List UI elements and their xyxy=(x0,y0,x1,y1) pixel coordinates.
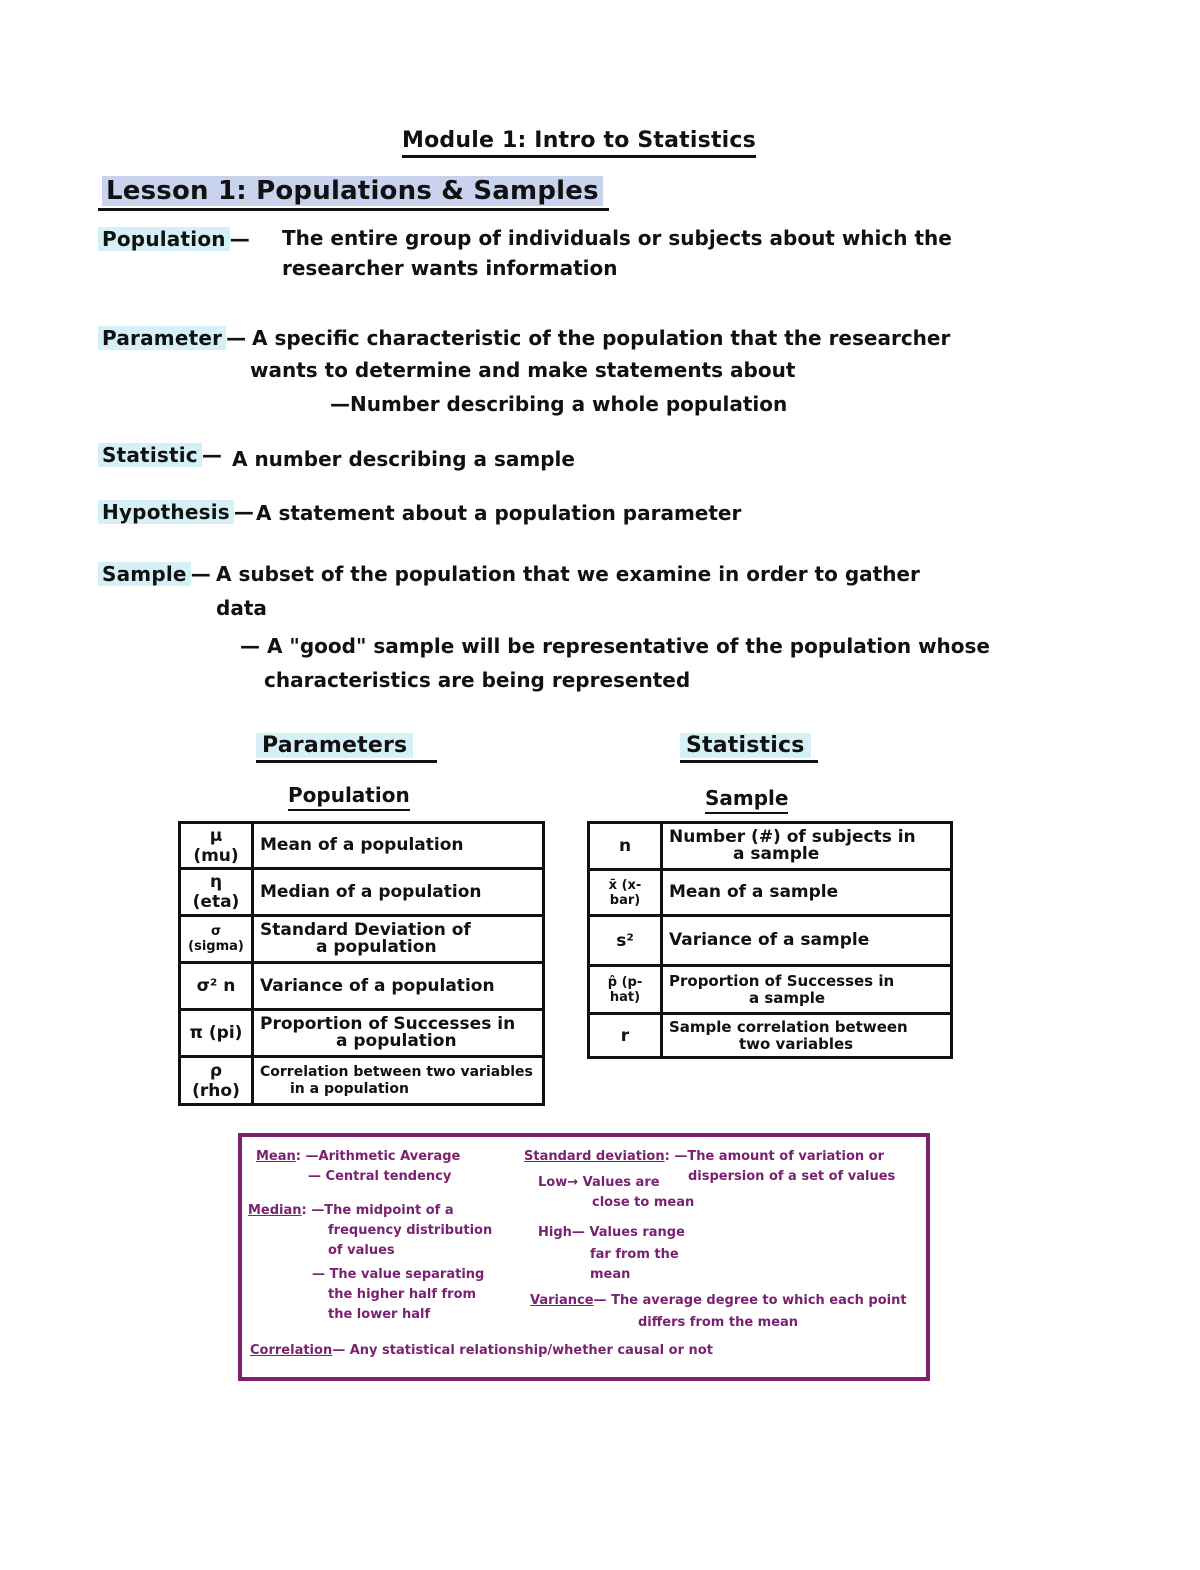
symbol-cell: n xyxy=(589,823,662,870)
table-row xyxy=(589,823,952,870)
note-sd-high2: far from the xyxy=(590,1247,679,1262)
def-parameter-line2: wants to determine and make statements about xyxy=(250,358,796,382)
table-row xyxy=(589,870,952,916)
note-mean-b: — Central tendency xyxy=(308,1169,452,1184)
table-row xyxy=(180,916,544,963)
desc-cell: Variance of a sample xyxy=(662,916,952,966)
note-sd-b: dispersion of a set of values xyxy=(688,1169,896,1184)
term-sample: Sample — xyxy=(98,562,211,586)
symbol-cell: s² xyxy=(589,916,662,966)
symbol-cell: ρ (rho) xyxy=(180,1057,253,1105)
statistics-subheading: Sample xyxy=(705,786,788,814)
note-median-f: the lower half xyxy=(328,1307,431,1322)
term-parameter: Parameter — xyxy=(98,326,246,350)
lesson-title: Lesson 1: Populations & Samples xyxy=(102,176,603,206)
def-sample-line1: A subset of the population that we examine in order to gather xyxy=(216,562,920,586)
desc-cell: Correlation between two variables in a population xyxy=(253,1057,544,1105)
note-median: Median: —The midpoint of a xyxy=(248,1203,454,1218)
def-hypothesis: A statement about a population parameter xyxy=(256,501,742,525)
desc-cell: Proportion of Successes in a sample xyxy=(662,966,952,1014)
def-sample-line4: characteristics are being represented xyxy=(264,668,691,692)
def-parameter-line3: —Number describing a whole population xyxy=(330,392,788,416)
note-sd-high: High— Values range xyxy=(538,1225,685,1240)
parameters-table xyxy=(178,821,545,1106)
desc-cell: Median of a population xyxy=(253,869,544,916)
table-row xyxy=(589,966,952,1014)
table-row xyxy=(180,869,544,916)
statistics-table xyxy=(587,821,953,1059)
desc-cell: Proportion of Successes in a population xyxy=(253,1010,544,1057)
def-population-line2: researcher wants information xyxy=(282,256,618,280)
def-sample-line3: — A "good" sample will be representative of the population whose xyxy=(240,634,990,658)
table-row xyxy=(180,963,544,1010)
table-row xyxy=(589,916,952,966)
note-correlation: Correlation— Any statistical relationship/whether causal or not xyxy=(250,1343,713,1358)
parameters-subheading: Population xyxy=(288,783,410,811)
note-sd-high3: mean xyxy=(590,1267,631,1282)
note-mean: Mean: —Arithmetic Average xyxy=(256,1149,461,1164)
statistics-heading: Statistics xyxy=(680,733,818,758)
def-sample-line2: data xyxy=(216,596,267,620)
note-variance: Variance— The average degree to which each point xyxy=(530,1293,907,1308)
note-sd: Standard deviation: —The amount of variation or xyxy=(524,1149,885,1164)
symbol-cell: σ (sigma) xyxy=(180,916,253,963)
note-median-d: — The value separating xyxy=(312,1267,485,1282)
desc-cell: Standard Deviation of a population xyxy=(253,916,544,963)
lesson-heading xyxy=(98,176,609,211)
table-row xyxy=(180,823,544,869)
term-statistic: Statistic — xyxy=(98,443,222,467)
desc-cell: Number (#) of subjects in a sample xyxy=(662,823,952,870)
parameters-heading: Parameters xyxy=(256,733,437,758)
note-sd-low: Low→ Values are xyxy=(538,1175,660,1190)
notes-box xyxy=(238,1133,930,1381)
symbol-cell: σ² n xyxy=(180,963,253,1010)
desc-cell: Variance of a population xyxy=(253,963,544,1010)
desc-cell: Mean of a sample xyxy=(662,870,952,916)
def-parameter-line1: A specific characteristic of the population that the researcher xyxy=(252,326,951,350)
symbol-cell: π (pi) xyxy=(180,1010,253,1057)
term-hypothesis: Hypothesis — xyxy=(98,500,254,524)
symbol-cell: x̄ (x-bar) xyxy=(589,870,662,916)
table-row xyxy=(180,1010,544,1057)
symbol-cell: r xyxy=(589,1014,662,1058)
table-row xyxy=(589,1014,952,1058)
def-population-line1: The entire group of individuals or subjects about which the xyxy=(282,226,952,250)
note-median-e: the higher half from xyxy=(328,1287,477,1302)
note-variance-b: differs from the mean xyxy=(638,1315,799,1330)
symbol-cell: p̂ (p-hat) xyxy=(589,966,662,1014)
symbol-cell: η (eta) xyxy=(180,869,253,916)
def-statistic: A number describing a sample xyxy=(232,447,575,471)
desc-cell: Sample correlation between two variables xyxy=(662,1014,952,1058)
note-sd-low2: close to mean xyxy=(592,1195,695,1210)
symbol-cell: μ (mu) xyxy=(180,823,253,869)
table-row xyxy=(180,1057,544,1105)
note-median-c: of values xyxy=(328,1243,395,1258)
note-median-b: frequency distribution xyxy=(328,1223,493,1238)
desc-cell: Mean of a population xyxy=(253,823,544,869)
term-population: Population — xyxy=(98,227,250,251)
page-title: Module 1: Intro to Statistics xyxy=(402,128,756,158)
